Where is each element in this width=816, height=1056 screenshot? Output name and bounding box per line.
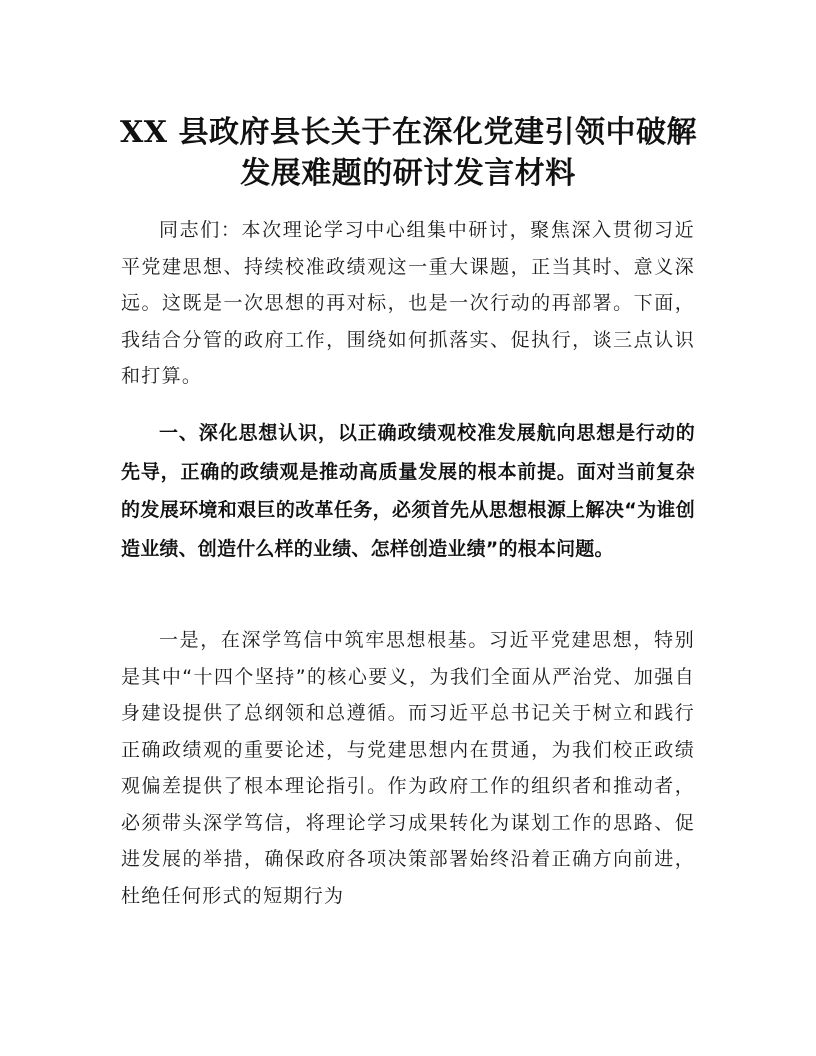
document-title-line-1: XX 县政府县长关于在深化党建引领中破解: [120, 115, 697, 150]
section-one-paragraph: 一、深化思想认识，以正确政绩观校准发展航向思想是行动的先导，正确的政绩观是推动高质量发展的根本前提。面对当前复杂的发展环境和艰巨的改革任务，必须首先从思想根源上解决“为谁创造业绩、创造什么样的业绩、怎样创造业绩”的根本问题。: [121, 422, 695, 560]
point-one-paragraph: 一是，在深学笃信中筑牢思想根基。习近平党建思想，特别是其中“十四个坚持”的核心要义，为我们全面从严治党、加强自身建设提供了总纲领和总遵循。而习近平总书记关于树立和践行正确政绩观的重要论述，与党建思想内在贯通，为我们校正政绩观偏差提供了根本理论指引。作为政府工作的组织者和推动者，必须带头深学笃信，将理论学习成果转化为谋划工作的思路、促进发展的举措，确保政府各项决策部署始终沿着正确方向前进，杜绝任何形式的短期行为: [121, 629, 695, 907]
opening-paragraph: 同志们：本次理论学习中心组集中研讨，聚焦深入贯彻习近平党建思想、持续校准政绩观这一重大课题，正当其时、意义深远。这既是一次思想的再对标，也是一次行动的再部署。下面，我结合分管的政府工作，围绕如何抓落实、促执行，谈三点认识和打算。: [121, 219, 695, 387]
document-title-line-2: 发展难题的研讨发言材料: [240, 156, 576, 191]
